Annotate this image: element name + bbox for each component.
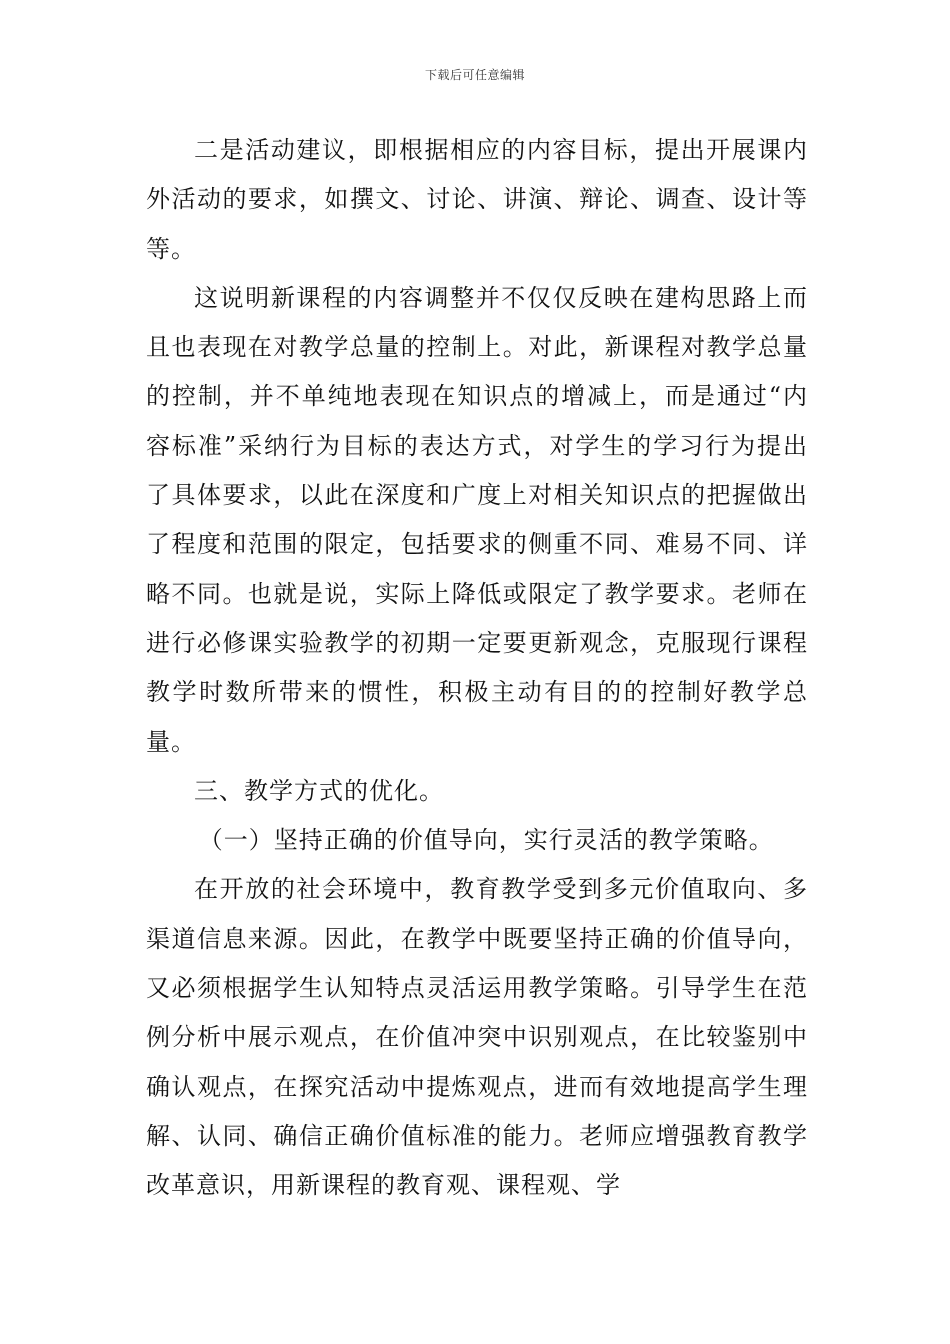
paragraph-open-environment: 在开放的社会环境中，教育教学受到多元价值取向、多渠道信息来源。因此，在教学中既要坚持正确的价值导向，又必须根据学生认知特点灵活运用教学策略。引导学生在范例分析中展示观点，在价值冲突中识别观点，在比较鉴别中确认观点，在探究活动中提炼观点，进而有效地提高学生理解、认同、确信正确价值标准的能力。老师应增强教育教学改革意识，用新课程的教育观、课程观、学 — [146, 875, 808, 1200]
subsection-heading-value-orientation: （一）坚持正确的价值导向，实行灵活的教学策略。 — [198, 826, 774, 855]
paragraph-activity-suggestions: 二是活动建议，即根据相应的内容目标，提出开展课内外活动的要求，如撰文、讨论、讲演、辩论、调查、设计等等。 — [146, 136, 808, 263]
header-note: 下载后可任意编辑 — [424, 68, 525, 82]
document-body — [146, 126, 808, 1211]
section-heading-teaching-methods: 三、教学方式的优化。 — [194, 776, 444, 805]
paragraph-teaching-volume: 这说明新课程的内容调整并不仅仅反映在建构思路上而且也表现在对教学总量的控制上。对此，新课程对教学总量的控制，并不单纯地表现在知识点的增减上，而是通过“内容标准”采纳行为目标的表达方式，对学生的学习行为提出了具体要求，以此在深度和广度上对相关知识点的把握做出了程度和范围的限定，包括要求的侧重不同、难易不同、详略不同。也就是说，实际上降低或限定了教学要求。老师在进行必修课实验教学的初期一定要更新观念，克服现行课程教学时数所带来的惯性，积极主动有目的的控制好教学总量。 — [146, 283, 808, 756]
